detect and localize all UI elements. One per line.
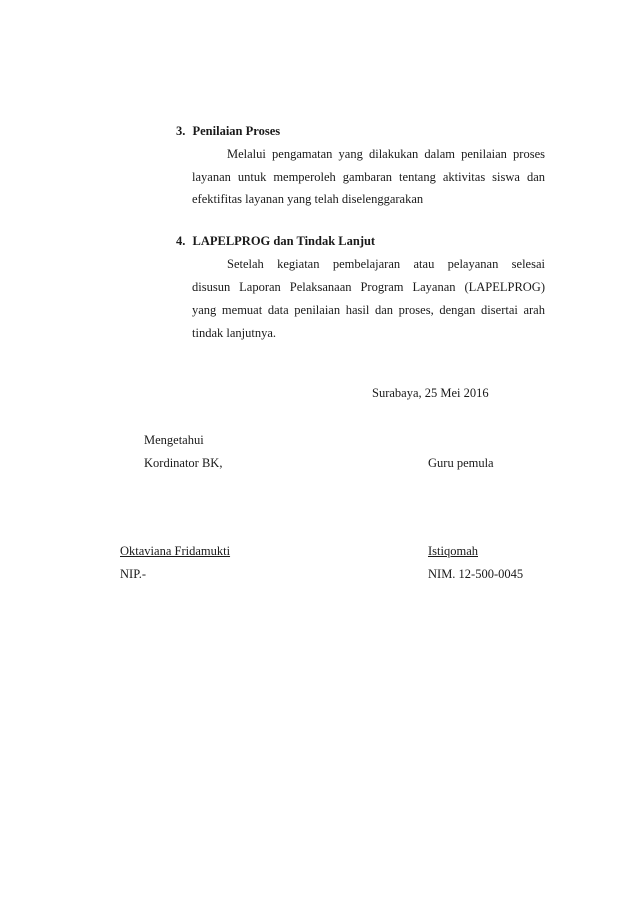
acknowledge-label: Mengetahui (144, 433, 204, 447)
right-role: Guru pemula (428, 456, 494, 470)
section-3-line-2: layanan untuk memperoleh gambaran tentang aktivitas siswa dan (192, 170, 545, 184)
right-signatory-name: Istiqomah (428, 544, 478, 558)
section-3-line-3: efektifitas layanan yang telah diselenggarakan (192, 192, 424, 206)
left-signatory-id: NIP.- (120, 567, 147, 581)
section-3-title: Penilaian Proses (192, 124, 281, 138)
section-4-heading (176, 234, 375, 249)
section-4-number: 4. (176, 234, 186, 248)
section-4-line-2: disusun Laporan Pelaksanaan Program Layanan (LAPELPROG) (192, 280, 545, 294)
section-3-line-1: Melalui pengamatan yang dilakukan dalam penilaian proses (227, 147, 545, 161)
section-3-number: 3. (176, 124, 186, 138)
section-4-line-3: yang memuat data penilaian hasil dan proses, dengan disertai arah (192, 303, 545, 317)
right-signatory-id: NIM. 12-500-0045 (428, 567, 524, 581)
left-role: Kordinator BK, (144, 456, 223, 470)
section-4-line-4: tindak lanjutnya. (192, 326, 277, 340)
section-3-heading (176, 124, 280, 139)
section-4-line-1: Setelah kegiatan pembelajaran atau pelayanan selesai (227, 257, 545, 271)
left-signatory-name: Oktaviana Fridamukti (120, 544, 231, 558)
section-4-title: LAPELPROG dan Tindak Lanjut (192, 234, 376, 248)
place-date: Surabaya, 25 Mei 2016 (372, 386, 489, 400)
